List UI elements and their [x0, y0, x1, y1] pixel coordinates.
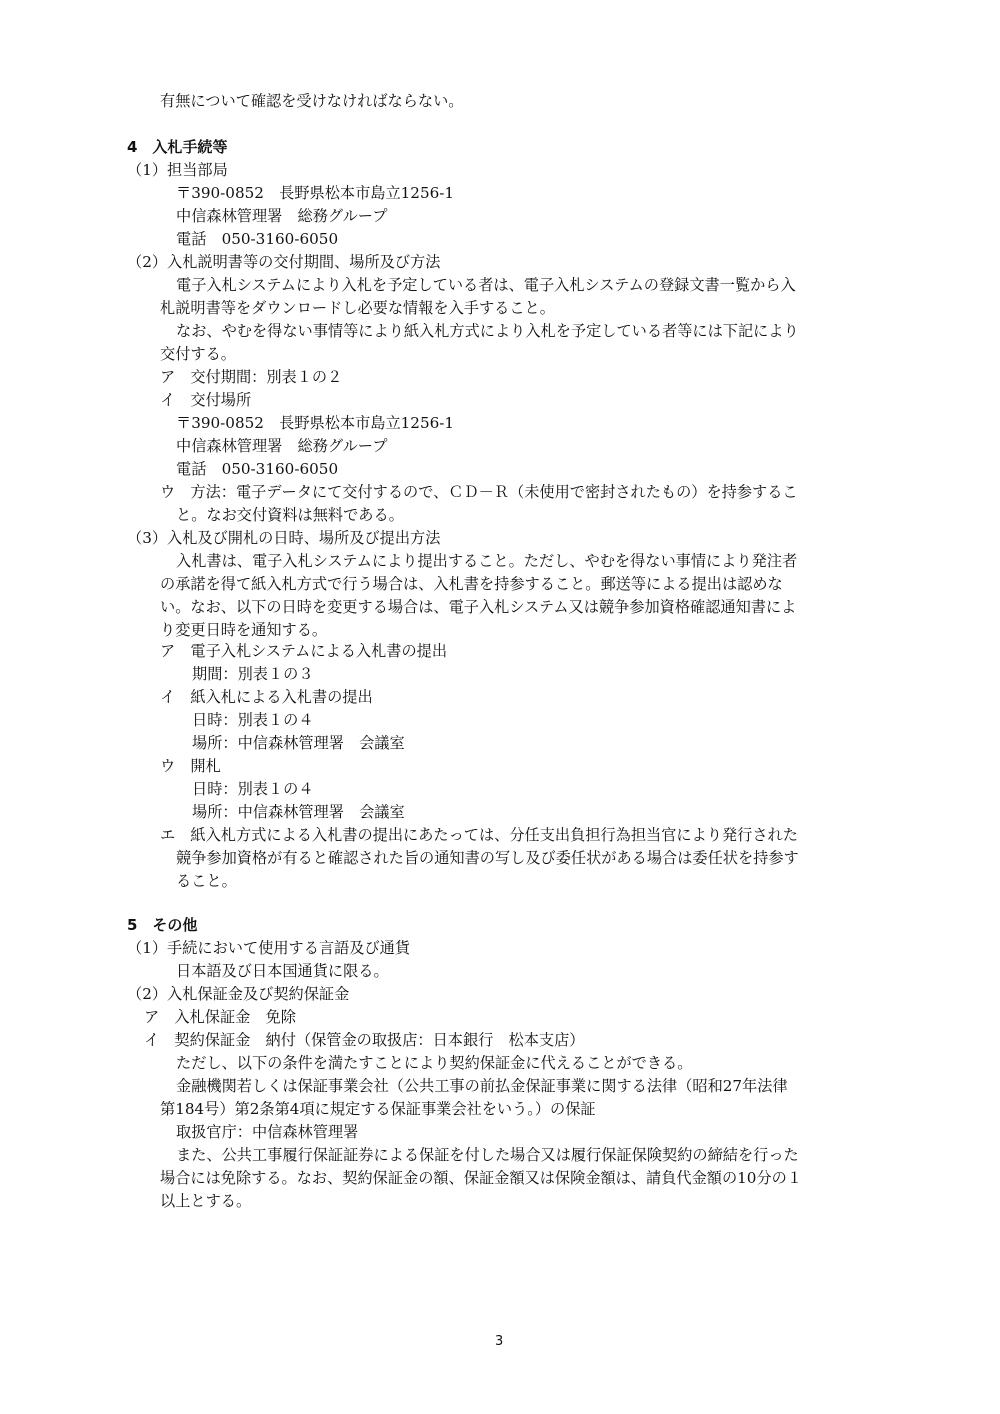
text-line: ただし、以下の条件を満たすことにより契約保証金に代えることができる。	[176, 1054, 693, 1072]
list-item: イ 交付場所	[160, 391, 252, 409]
list-item: イ 契約保証金 納付（保管金の取扱店：日本銀行 松本支店）	[144, 1031, 585, 1049]
subsection-heading: （2）入札説明書等の交付期間、場所及び方法	[127, 253, 441, 271]
text-line: 有無について確認を受けなければならない。	[160, 92, 464, 110]
text-line: 中信森林管理署 総務グループ	[176, 437, 388, 455]
subsection-heading: （1）手続において使用する言語及び通貨	[127, 939, 411, 957]
text-line: 中信森林管理署 総務グループ	[176, 207, 388, 225]
text-line: と。なお交付資料は無料である。	[176, 506, 404, 524]
subsection-heading: （3）入札及び開札の日時、場所及び提出方法	[127, 529, 441, 547]
list-item: ウ 開札	[160, 757, 221, 775]
text-line: 日時：別表１の４	[192, 711, 314, 729]
text-line: 場所：中信森林管理署 会議室	[192, 803, 405, 821]
list-item: ア 入札保証金 免除	[144, 1008, 296, 1026]
list-item: ウ 方法：電子データにて交付するので、ＣＤ－Ｒ（未使用で密封されたもの）を持参するこ	[160, 483, 798, 501]
text-line: 場合には免除する。なお、契約保証金の額、保証金額又は保険金額は、請負代金額の10分の１	[160, 1169, 803, 1187]
list-item: ア 電子入札システムによる入札書の提出	[160, 642, 448, 660]
section-heading: 4 入札手続等	[127, 138, 228, 156]
text-line: 交付する。	[160, 345, 236, 363]
text-line: 電話 050-3160-6050	[176, 230, 339, 248]
text-line: 電話 050-3160-6050	[176, 460, 339, 478]
text-line: い。なお、以下の日時を変更する場合は、電子入札システム又は競争参加資格確認通知書によ	[160, 598, 797, 616]
text-line: 以上とする。	[160, 1192, 252, 1210]
list-item: イ 紙入札による入札書の提出	[160, 688, 373, 706]
text-line: ること。	[176, 872, 237, 890]
text-line: なお、やむを得ない事情等により紙入札方式により入札を予定している者等には下記により	[176, 322, 799, 340]
text-line: 取扱官庁：中信森林管理署	[176, 1123, 359, 1141]
text-line: の承諾を得て紙入札方式で行う場合は、入札書を持参すること。郵送等による提出は認めな	[160, 575, 783, 593]
text-line: また、公共工事履行保証証券による保証を付した場合又は履行保証保険契約の締結を行った	[176, 1146, 799, 1164]
text-line: 競争参加資格が有ると確認された旨の通知書の写し及び委任状がある場合は委任状を持参す	[176, 849, 799, 867]
text-line: 金融機関若しくは保証事業会社（公共工事の前払金保証事業に関する法律（昭和27年法律	[176, 1077, 788, 1095]
list-item: エ 紙入札方式による入札書の提出にあたっては、分任支出負担行為担当官により発行された	[160, 826, 798, 844]
text-line: 日時：別表１の４	[192, 780, 314, 798]
section-heading: 5 その他	[127, 916, 198, 934]
text-line: 場所：中信森林管理署 会議室	[192, 734, 405, 752]
subsection-heading: （1）担当部局	[127, 161, 228, 179]
text-line: 〒390-0852 長野県松本市島立1256-1	[176, 414, 455, 432]
text-line: 札説明書等をダウンロードし必要な情報を入手すること。	[160, 299, 555, 317]
text-line: 日本語及び日本国通貨に限る。	[176, 962, 389, 980]
subsection-heading: （2）入札保証金及び契約保証金	[127, 985, 350, 1003]
list-item: ア 交付期間：別表１の２	[160, 368, 343, 386]
page-number: 3	[495, 1334, 504, 1349]
text-line: 〒390-0852 長野県松本市島立1256-1	[176, 184, 455, 202]
text-line: 第184号）第2条第4項に規定する保証事業会社をいう。）の保証	[160, 1100, 596, 1118]
text-line: り変更日時を通知する。	[160, 621, 328, 639]
text-line: 電子入札システムにより入札を予定している者は、電子入札システムの登録文書一覧から入	[176, 276, 796, 294]
text-line: 期間：別表１の３	[192, 665, 314, 683]
text-line: 入札書は、電子入札システムにより提出すること。ただし、やむを得ない事情により発注者	[176, 552, 798, 570]
